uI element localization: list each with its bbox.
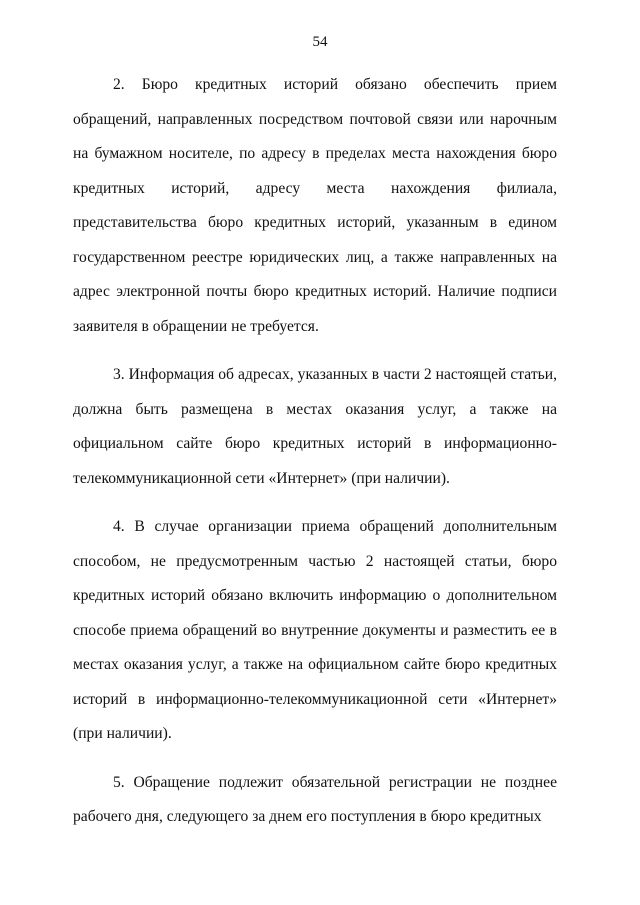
paragraph-4: 4. В случае организации приема обращений дополнительным способом, не предусмотренным частью 2 настоящей статьи, бюро кредитных историй обязано включить информацию о дополнительном способе приема обращений во внутренние документы и разместить ее в местах оказания услуг, а также на официальном сайте бюро кредитных историй в информационно-телекоммуникационной сети «Интернет» (при наличии). <box>73 518 557 742</box>
paragraph-2: 2. Бюро кредитных историй обязано обеспечить прием обращений, направленных посредством почтовой связи или нарочным на бумажном носителе, по адресу в пределах места нахождения бюро кредитных историй, адресу места нахождения филиала, представительства бюро кредитных историй, указанным в едином государственном реестре юридических лиц, а также направленных на адрес электронной почты бюро кредитных историй. Наличие подписи заявителя в обращении не требуется. <box>73 76 557 335</box>
paragraph-5: 5. Обращение подлежит обязательной регистрации не позднее рабочего дня, следующего за днем его поступления в бюро кредитных <box>73 773 557 825</box>
document-body <box>73 68 557 849</box>
page-number: 54 <box>312 34 328 50</box>
paragraph-3: 3. Информация об адресах, указанных в части 2 настоящей статьи, должна быть размещена в местах оказания услуг, а также на официальном сайте бюро кредитных историй в информационно-телекоммуникационной сети «Интернет» (при наличии). <box>73 366 557 487</box>
